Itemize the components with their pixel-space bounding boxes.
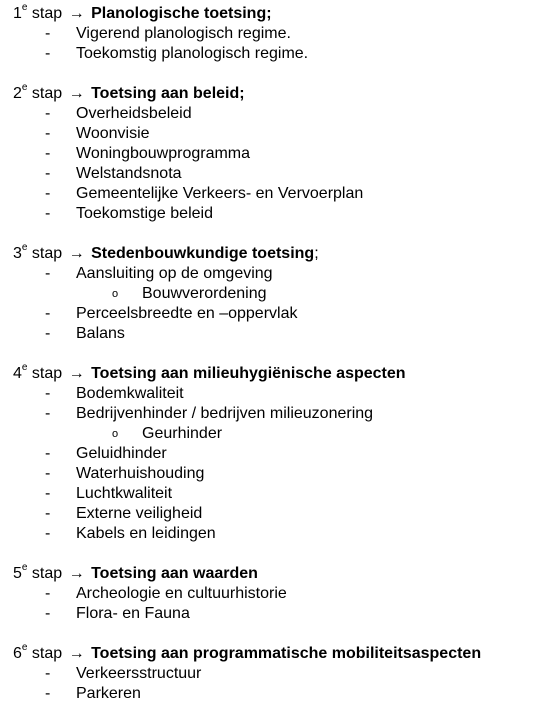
list-item-text: Vigerend planologisch regime.: [76, 25, 291, 42]
step-word: stap: [31, 565, 63, 582]
list-item-text: Archeologie en cultuurhistorie: [76, 585, 287, 602]
circle-bullet-icon: o: [112, 288, 119, 300]
step-heading: [0, 241, 541, 264]
list-item: [0, 144, 541, 164]
step-title: Toetsing aan waarden: [91, 565, 258, 582]
list-item: [0, 44, 541, 64]
list-item: [0, 204, 541, 224]
list-item-text: Aansluiting op de omgeving: [76, 265, 273, 282]
step-number: [13, 361, 28, 382]
list-item: [0, 524, 541, 544]
step-number-superscript: e: [21, 561, 28, 573]
dash-bullet: -: [45, 45, 51, 62]
list-item-text: Toekomstig planologisch regime.: [76, 45, 309, 62]
step-title: Planologische toetsing: [91, 5, 267, 22]
list-item-text: Welstandsnota: [76, 165, 182, 182]
arrow-icon: →: [68, 645, 85, 662]
step-word: stap: [31, 365, 63, 382]
dash-bullet: -: [45, 685, 51, 702]
step-number-value: 5: [13, 565, 22, 582]
step-word: stap: [31, 85, 63, 102]
step-number-superscript: e: [21, 241, 28, 253]
list-item: [0, 684, 541, 704]
dash-bullet: -: [45, 525, 51, 542]
list-item-text: Balans: [76, 325, 125, 342]
list-item-text: Externe veiligheid: [76, 505, 203, 522]
dash-bullet: -: [45, 325, 51, 342]
dash-bullet: -: [45, 505, 51, 522]
list-item-text: Geluidhinder: [76, 445, 167, 462]
list-item: [0, 464, 541, 484]
arrow-icon: →: [68, 365, 85, 382]
list-item-text: Waterhuishouding: [76, 465, 205, 482]
list-item-text: Overheidsbeleid: [76, 105, 192, 122]
list-item: [0, 304, 541, 324]
document-body: [0, 1, 541, 724]
step-section: [0, 241, 541, 344]
dash-bullet: -: [45, 165, 51, 182]
step-heading: [0, 81, 541, 104]
list-item: [0, 484, 541, 504]
step-punctuation: ;: [266, 5, 272, 22]
step-section: [0, 561, 541, 624]
step-section: [0, 361, 541, 544]
list-item: [0, 184, 541, 204]
dash-bullet: -: [45, 185, 51, 202]
step-number: [13, 641, 28, 662]
step-title: Toetsing aan beleid: [91, 85, 240, 102]
list-item: [0, 444, 541, 464]
step-section: [0, 81, 541, 224]
step-word: stap: [31, 5, 63, 22]
dash-bullet: -: [45, 605, 51, 622]
step-heading: [0, 1, 541, 24]
list-item: [0, 504, 541, 524]
arrow-icon: →: [68, 85, 85, 102]
dash-bullet: -: [45, 265, 51, 282]
list-item-text: Verkeersstructuur: [76, 665, 202, 682]
arrow-icon: →: [68, 245, 85, 262]
list-item: [0, 264, 541, 284]
step-section: [0, 641, 541, 704]
list-item: [0, 384, 541, 404]
list-item-text: Toekomstige beleid: [76, 205, 213, 222]
step-punctuation: ;: [314, 245, 319, 262]
step-number-superscript: e: [21, 1, 28, 13]
list-item-text: Bedrijvenhinder / bedrijven milieuzonering: [76, 405, 374, 422]
dash-bullet: -: [45, 145, 51, 162]
step-number: [13, 81, 28, 102]
dash-bullet: -: [45, 445, 51, 462]
step-number-value: 2: [13, 85, 22, 102]
step-number-superscript: e: [21, 361, 28, 373]
list-item-text: Kabels en leidingen: [76, 525, 216, 542]
dash-bullet: -: [45, 585, 51, 602]
list-item-text: Parkeren: [76, 685, 141, 702]
sub-list-item: [0, 284, 541, 304]
dash-bullet: -: [45, 105, 51, 122]
sub-list-item-text: Bouwverordening: [142, 285, 267, 302]
list-item-text: Woningbouwprogramma: [76, 145, 251, 162]
step-punctuation: ;: [239, 85, 245, 102]
step-number: [13, 241, 28, 262]
dash-bullet: -: [45, 485, 51, 502]
list-item: [0, 104, 541, 124]
arrow-icon: →: [68, 565, 85, 582]
list-item: [0, 604, 541, 624]
step-word: stap: [31, 245, 63, 262]
step-heading: [0, 361, 541, 384]
step-number: [13, 1, 28, 22]
step-title: Toetsing aan milieuhygiënische aspecten: [91, 365, 406, 382]
dash-bullet: -: [45, 205, 51, 222]
step-heading: [0, 561, 541, 584]
step-section: [0, 1, 541, 64]
step-number-value: 1: [13, 5, 22, 22]
list-item-text: Luchtkwaliteit: [76, 485, 173, 502]
dash-bullet: -: [45, 385, 51, 402]
dash-bullet: -: [45, 405, 51, 422]
list-item-text: Flora- en Fauna: [76, 605, 190, 622]
list-item: [0, 664, 541, 684]
sub-list-item-text: Geurhinder: [142, 425, 223, 442]
step-number-value: 4: [13, 365, 22, 382]
list-item: [0, 124, 541, 144]
list-item: [0, 324, 541, 344]
list-item: [0, 164, 541, 184]
step-number: [13, 561, 28, 582]
step-number-superscript: e: [21, 641, 28, 653]
dash-bullet: -: [45, 465, 51, 482]
dash-bullet: -: [45, 305, 51, 322]
dash-bullet: -: [45, 125, 51, 142]
step-number-value: 6: [13, 645, 22, 662]
step-title: Toetsing aan programmatische mobiliteitsaspecten: [91, 645, 482, 662]
list-item: [0, 404, 541, 424]
list-item-text: Bodemkwaliteit: [76, 385, 184, 402]
list-item: [0, 24, 541, 44]
step-title: Stedenbouwkundige toetsing: [91, 245, 315, 262]
sub-list-item: [0, 424, 541, 444]
step-heading: [0, 641, 541, 664]
arrow-icon: →: [68, 5, 85, 22]
list-item-text: Gemeentelijke Verkeers- en Vervoerplan: [76, 185, 364, 202]
dash-bullet: -: [45, 25, 51, 42]
dash-bullet: -: [45, 665, 51, 682]
step-word: stap: [31, 645, 63, 662]
step-number-superscript: e: [21, 81, 28, 93]
list-item-text: Perceelsbreedte en –oppervlak: [76, 305, 298, 322]
list-item: [0, 584, 541, 604]
list-item-text: Woonvisie: [76, 125, 150, 142]
step-number-value: 3: [13, 245, 22, 262]
circle-bullet-icon: o: [112, 428, 119, 440]
